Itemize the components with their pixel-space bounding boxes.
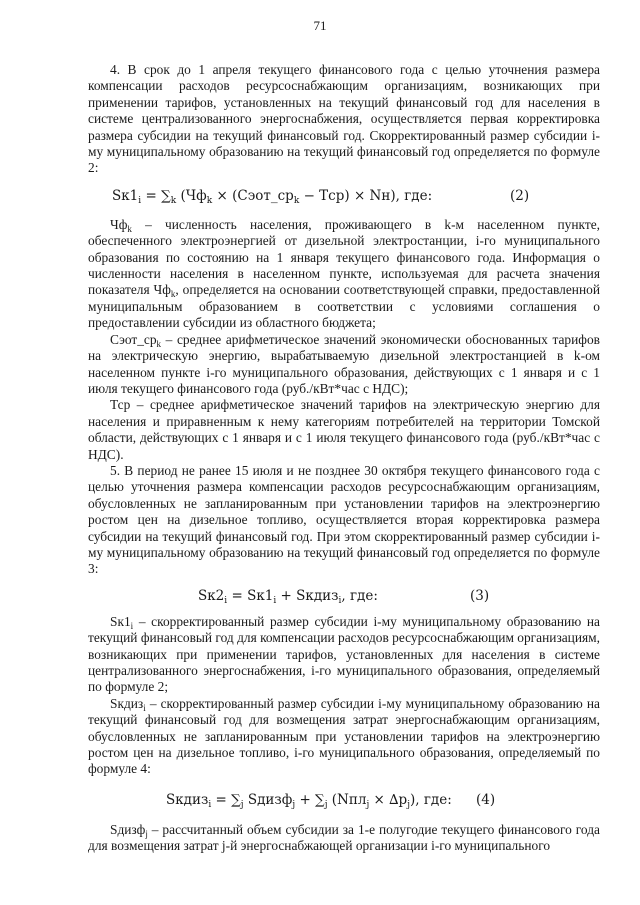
definition-sdizf: Sдизф$_j$ – рассчитанный объем субсидии за 1-е полугодие текущего финансового года для возмещения затрат j-й энергоснабжающей организации i-го муниципального — [88, 821, 600, 854]
formula-3-number: (3) — [470, 587, 490, 604]
definition-skdiz: Sкдиз$_i$ – скорректированный размер субсидии i-му муниципальному образованию на текущий финансовый год для возмещения затрат энергоснабжающим организациям, обусловленных не запланированным при установлении тарифов на электроэнергию ростом цен на дизельное топливо, i-го муниципального образования, определяемый по формуле 4: — [88, 695, 600, 777]
formula-4 — [88, 778, 600, 822]
definition-tsr: Тср – среднее арифметическое значений тарифов на электрическую энергию для населения и приравненным к нему категориям потребителей на территории Томской области, действующих с 1 января и с 1 июля текущего финансового года (руб./кВт*час с НДС). — [88, 397, 600, 462]
formula-3-expression: $Sк2_i = Sк1_i$ + Sкдиз$_i$, где: — [198, 587, 378, 606]
definition-seot: $Сэот\_ср_k$ – среднее арифметическое значений экономически обоснованных тарифов на электрическую энергию, вырабатываемую дизельной электростанцией в k-ом населенном пункте i-го муниципального образования, действующих с 1 января и с 1 июля текущего финансового года (руб./кВт*час с НДС); — [88, 331, 600, 396]
formula-2-number: (2) — [510, 187, 530, 204]
formula-2 — [88, 177, 600, 217]
formula-3 — [88, 578, 600, 614]
page-number: 71 — [313, 18, 327, 33]
document-body — [88, 62, 600, 855]
paragraph-5: 5. В период не ранее 15 июля и не позднее 30 октября текущего финансового года с целью уточнения размера компенсации расходов ресурсоснабжающим организациям, обусловленных не запланированным при установлении тарифов на электроэнергию ростом цен на дизельное топливо, осуществляется вторая корректировка размера субсидии на текущий финансовый год. При этом скорректированный размер субсидии i-му муниципальному образованию на текущий финансовый год определяется по формуле 3: — [88, 462, 600, 577]
formula-4-expression: Sкдиз$_i$ = $\sum_j$ Sдизф$_j$ + $\sum_j$ $(Nпл_j \times \Delta p_j)$, где: — [166, 791, 452, 810]
formula-4-number: (4) — [476, 791, 496, 808]
definition-sk1: $Sк1_i$ – скорректированный размер субсидии i-му муниципальному образованию на текущий финансовый год для компенсации расходов ресурсоснабжающим организациям, возникающих при применении тарифов, установленных для населения в системе централизованного энергоснабжения, i-го муниципального образования, определяемый по формуле 2; — [88, 613, 600, 695]
formula-2-expression: $Sк1_i = \sum_k$ ($Чф_k$ × $(Сэот\_ср_k - Тср) \times Nн$), где: — [112, 187, 433, 206]
definition-chf: $Чф_k$ – численность населения, проживающего в k-м населенном пункте, обеспеченного электроэнергией от дизельной электростанции, i-го муниципального образования по состоянию на 1 января текущего финансового года. Информация о численности населения в населенном пункте, используемая для расчета значения показателя $Чф_k$, определяется на основании соответствующей справки, предоставленной муниципальным образованием в соответствии с условиями соглашения о предоставлении субсидии из областного бюджета; — [88, 216, 601, 331]
paragraph-4: 4. В срок до 1 апреля текущего финансового года с целью уточнения размера компенсации расходов ресурсоснабжающим организациям, возникающих при применении тарифов, установленных на текущий финансовый год для населения в системе централизованного энергоснабжения, осуществляется первая корректировка размера субсидии на текущий финансовый год. Скорректированный размер субсидии i-му муниципальному образованию на текущий финансовый год определяется по формуле 2: — [88, 62, 600, 176]
